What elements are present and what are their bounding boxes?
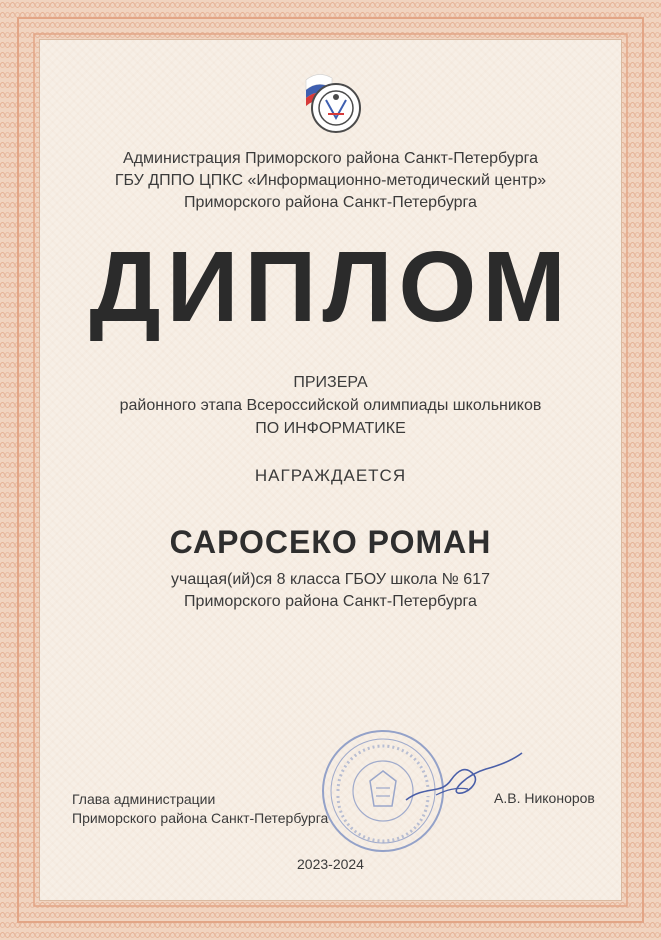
organization-line-1: Администрация Приморского района Санкт-Петербурга (123, 150, 538, 167)
student-district: Приморского района Санкт-Петербурга (184, 593, 477, 610)
organization-line-3: Приморского района Санкт-Петербурга (184, 194, 477, 211)
organization-line-2: ГБУ ДППО ЦПКС «Информационно-методический центр» (114, 172, 547, 189)
olympiad-stage: районного этапа Всероссийской олимпиады школьников (119, 397, 542, 414)
signatory-position-line-2: Приморского района Санкт-Петербурга (72, 810, 329, 826)
olympiad-emblem-icon (296, 66, 376, 136)
recipient-name: САРОСЕКО РОМАН (169, 524, 492, 560)
awarded-label: НАГРАЖДАЕТСЯ (254, 466, 407, 485)
signatory-name: А.В. Никоноров (494, 790, 595, 806)
student-school: учащая(ий)ся 8 класса ГБОУ школа № 617 (171, 571, 490, 588)
diploma-title: ДИПЛОМ (89, 231, 572, 343)
award-level: ПРИЗЕРА (293, 374, 368, 391)
signatory-position (72, 790, 328, 828)
signatory-position-line-1: Глава администрации (72, 791, 216, 807)
olympiad-subject: ПО ИНФОРМАТИКЕ (255, 420, 406, 437)
academic-year: 2023-2024 (297, 856, 364, 872)
